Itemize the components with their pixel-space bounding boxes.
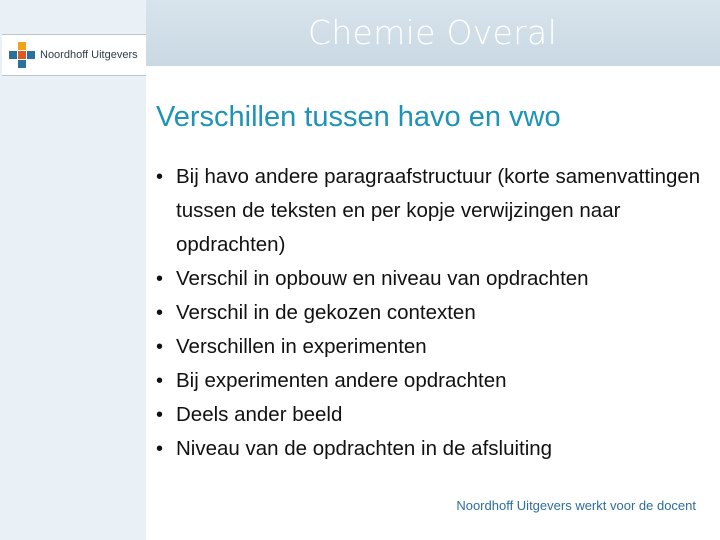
bullet-icon: • (156, 166, 164, 188)
bullet-icon: • (156, 438, 164, 460)
bullet-icon: • (156, 404, 164, 426)
bullet-item (156, 432, 712, 466)
bullet-item (156, 398, 712, 432)
bullet-text: Deels ander beeld (176, 403, 343, 426)
bullet-icon: • (156, 302, 164, 324)
bullet-text: Verschillen in experimenten (176, 335, 427, 358)
noordhoff-logo-icon (8, 41, 36, 69)
brand-title: Chemie Overal (308, 13, 558, 52)
left-side-band (0, 0, 146, 540)
bullet-icon: • (156, 336, 164, 358)
bullet-icon: • (156, 370, 164, 392)
publisher-name: Noordhoff Uitgevers (40, 49, 138, 61)
bullet-item (156, 262, 712, 296)
bullet-text: Verschil in de gekozen contexten (176, 301, 476, 324)
bullet-icon: • (156, 268, 164, 290)
bullet-text: Verschil in opbouw en niveau van opdrachten (176, 267, 589, 290)
footer-tagline: Noordhoff Uitgevers werkt voor de docent (456, 498, 696, 513)
bullet-item (156, 364, 712, 398)
slide-title: Verschillen tussen havo en vwo (156, 101, 561, 133)
bullet-item (156, 296, 712, 330)
bullet-text: Bij havo andere paragraafstructuur (korte samenvattingen tussen de teksten en per kopje verwijzingen naar opdrachten) (176, 165, 701, 256)
bullet-list (156, 160, 712, 466)
bullet-text: Bij experimenten andere opdrachten (176, 369, 507, 392)
bullet-item (156, 160, 712, 262)
bullet-text: Niveau van de opdrachten in de afsluiting (176, 437, 553, 460)
bullet-item (156, 330, 712, 364)
publisher-logo (2, 34, 146, 76)
